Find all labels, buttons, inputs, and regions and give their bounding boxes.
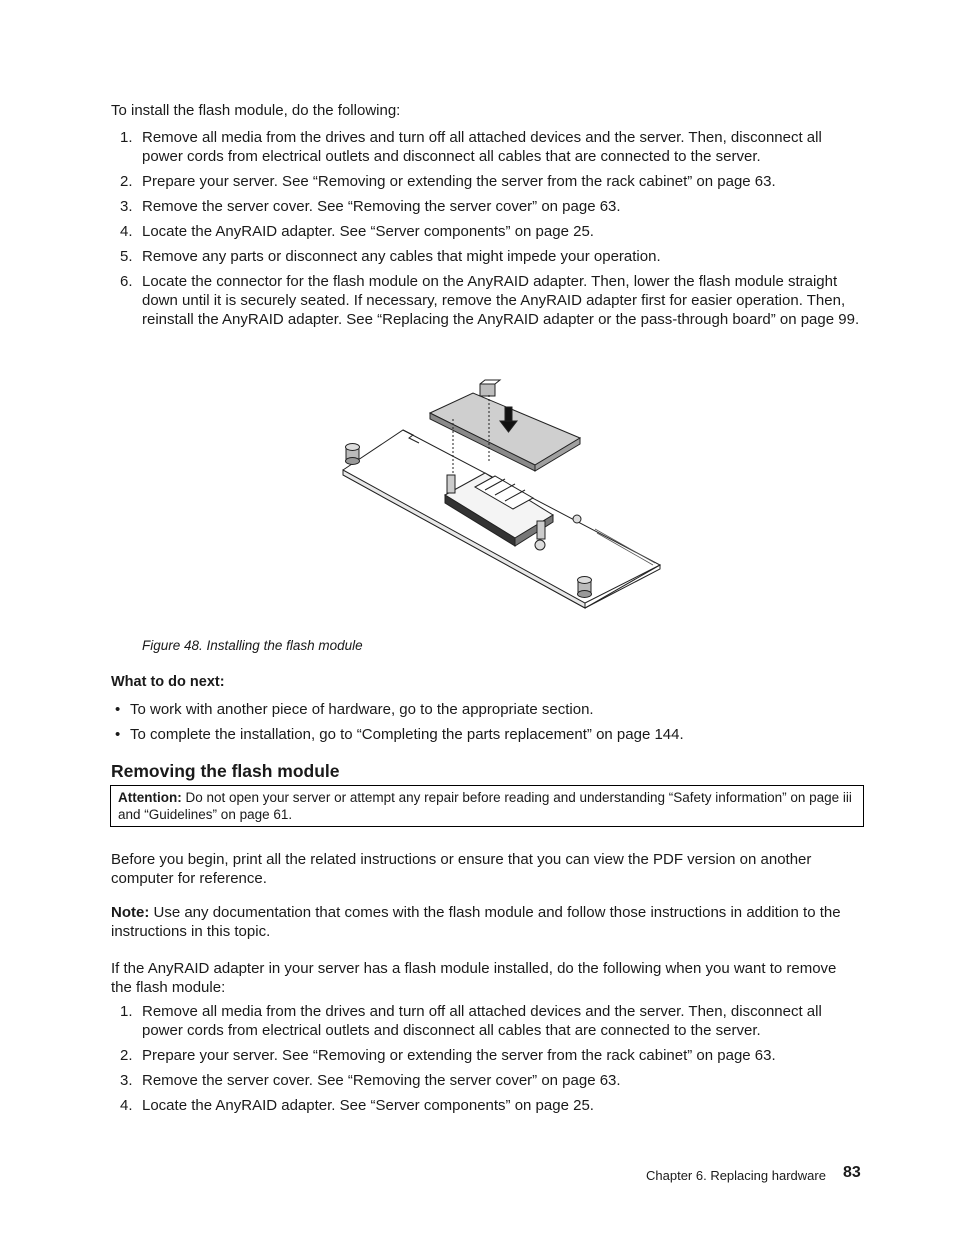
list-item bbox=[111, 700, 684, 719]
step-text: Locate the AnyRAID adapter. See “Server components” on page 25. bbox=[142, 1097, 594, 1114]
remove-steps-list bbox=[111, 1002, 861, 1121]
list-item bbox=[111, 725, 684, 744]
step-number: 3. bbox=[120, 1072, 133, 1089]
what-to-do-next-heading: What to do next: bbox=[111, 674, 225, 690]
step-number: 1. bbox=[120, 129, 133, 146]
install-intro: To install the flash module, do the following: bbox=[111, 102, 401, 119]
install-step bbox=[111, 247, 861, 266]
step-text: Locate the connector for the flash module on the AnyRAID adapter. Then, lower the flash module straight down until it is securely seated. If necessary, remove the AnyRAID adapter first for easier operation. Then, reinstall the AnyRAID adapter. See “Replacing the AnyRAID adapter or the pass-through board” on page 99. bbox=[142, 273, 860, 328]
standoff-screw-right bbox=[578, 577, 592, 598]
step-number: 2. bbox=[120, 173, 133, 190]
note-label: Note: bbox=[111, 904, 150, 921]
step-text: Remove the server cover. See “Removing the server cover” on page 63. bbox=[142, 1072, 621, 1089]
remove-step bbox=[111, 1046, 861, 1065]
install-steps-list bbox=[111, 128, 861, 335]
install-step bbox=[111, 272, 861, 329]
install-step bbox=[111, 128, 861, 166]
attention-notice bbox=[110, 785, 864, 827]
list-item-text: To work with another piece of hardware, go to the appropriate section. bbox=[130, 701, 594, 718]
page-number: 83 bbox=[843, 1164, 861, 1181]
footer-chapter: Chapter 6. Replacing hardware bbox=[646, 1168, 826, 1183]
bullet-icon: • bbox=[115, 701, 121, 718]
attention-label: Attention: bbox=[118, 790, 182, 805]
install-step bbox=[111, 197, 861, 216]
step-number: 3. bbox=[120, 198, 133, 215]
step-number: 4. bbox=[120, 1097, 133, 1114]
install-step bbox=[111, 172, 861, 191]
step-text: Remove any parts or disconnect any cables that might impede your operation. bbox=[142, 248, 661, 265]
before-you-begin-paragraph: Before you begin, print all the related instructions or ensure that you can view the PDF version on another computer for reference. bbox=[111, 851, 812, 887]
step-text: Prepare your server. See “Removing or extending the server from the rack cabinet” on page 63. bbox=[142, 173, 776, 190]
note-paragraph bbox=[111, 903, 861, 941]
step-text: Prepare your server. See “Removing or extending the server from the rack cabinet” on page 63. bbox=[142, 1047, 776, 1064]
flash-module-illustration bbox=[335, 375, 665, 620]
step-number: 4. bbox=[120, 223, 133, 240]
figure-caption: Figure 48. Installing the flash module bbox=[142, 638, 363, 653]
step-number: 6. bbox=[120, 273, 133, 290]
install-step bbox=[111, 222, 861, 241]
list-item-text: To complete the installation, go to “Completing the parts replacement” on page 144. bbox=[130, 726, 684, 743]
remove-step bbox=[111, 1071, 861, 1090]
step-text: Remove the server cover. See “Removing the server cover” on page 63. bbox=[142, 198, 621, 215]
step-number: 5. bbox=[120, 248, 133, 265]
attention-text: Do not open your server or attempt any repair before reading and understanding “Safety information” on page iii and “Guidelines” on page 61. bbox=[118, 790, 852, 822]
step-text: Remove all media from the drives and turn off all attached devices and the server. Then, disconnect all power cords from electrical outlets and disconnect all cables that are connected to the server. bbox=[142, 129, 822, 165]
step-text: Locate the AnyRAID adapter. See “Server components” on page 25. bbox=[142, 223, 594, 240]
standoff-screw-left bbox=[346, 444, 360, 465]
step-number: 2. bbox=[120, 1047, 133, 1064]
step-text: Remove all media from the drives and turn off all attached devices and the server. Then, disconnect all power cords from electrical outlets and disconnect all cables that are connected to the server. bbox=[142, 1003, 822, 1039]
bullet-icon: • bbox=[115, 726, 121, 743]
section-title: Removing the flash module bbox=[111, 761, 340, 781]
remove-step bbox=[111, 1096, 861, 1115]
note-text: Use any documentation that comes with the flash module and follow those instructions in addition to the instructions in this topic. bbox=[111, 904, 841, 940]
remove-step bbox=[111, 1002, 861, 1040]
next-steps-list bbox=[111, 700, 684, 750]
removal-condition-paragraph: If the AnyRAID adapter in your server has a flash module installed, do the following when you want to remove the flash module: bbox=[111, 960, 837, 996]
step-number: 1. bbox=[120, 1003, 133, 1020]
